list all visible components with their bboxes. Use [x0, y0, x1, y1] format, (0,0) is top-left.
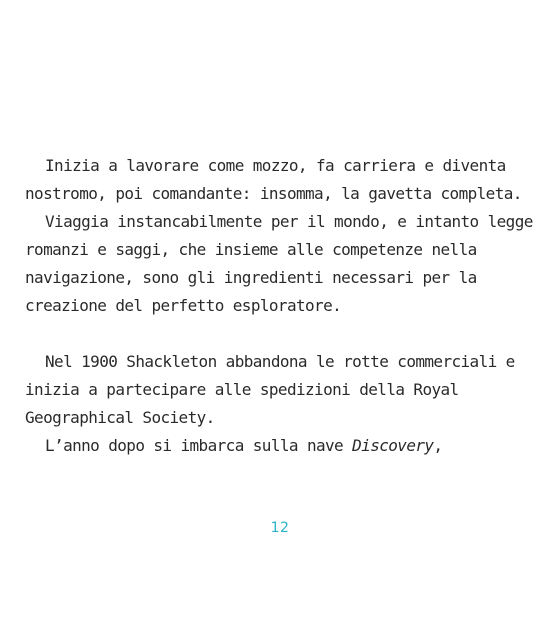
- ship-name: Discovery: [352, 436, 434, 455]
- paragraph-text: L’anno dopo si imbarca sulla nave: [45, 436, 353, 455]
- paragraph-text: ,: [433, 436, 443, 455]
- paragraph: Nel 1900 Shackleton abbandona le rotte commerciali e inizia a partecipare alle spedizioni della Royal Geographical Society.: [25, 352, 515, 427]
- paragraph: Inizia a lavorare come mozzo, fa carriera e diventa nostromo, poi comandante: insomma, la gavetta completa.: [25, 156, 522, 203]
- paragraph: [25, 432, 545, 460]
- page-body: [25, 152, 545, 460]
- section-break: [25, 320, 545, 348]
- paragraph: Viaggia instancabilmente per il mondo, e intanto legge romanzi e saggi, che insieme alle competenze nella navigazione, sono gli ingredienti necessari per la creazione del perfetto esploratore.: [25, 212, 533, 315]
- page-number: 12: [270, 520, 290, 536]
